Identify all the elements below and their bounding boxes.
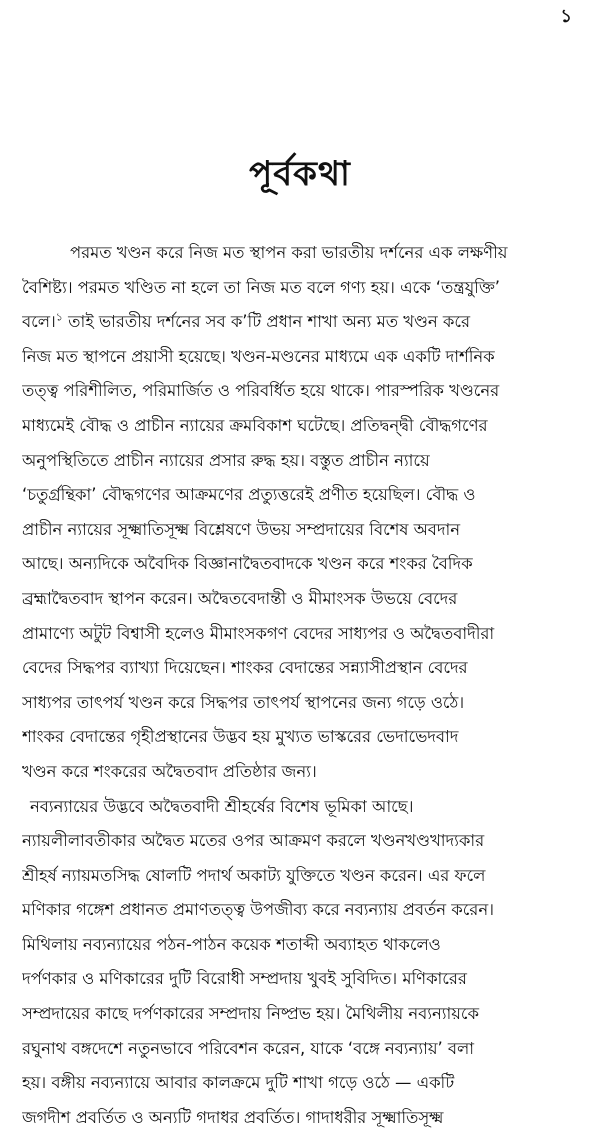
paragraph-1-line-10: আছে। অন্যদিকে অবৈদিক বিজ্ঞানাদ্বৈতবাদকে খণ্ডন করে শংকর বৈদিক	[22, 554, 473, 574]
paragraph-2-line-5: মিথিলায় নব্যন্যায়ের পঠন-পাঠন কয়েক শতাব্দী অব্যাহত থাকলেও	[22, 934, 441, 954]
paragraph-1-line-14: সাধ্যপর তাৎপর্য খণ্ডন করে সিদ্ধপর তাৎপর্য স্থাপনের জন্য গড়ে ওঠে।	[22, 692, 465, 712]
footnote-marker: ১	[55, 310, 63, 324]
paragraph-1-line-8: ‘চতুর্গ্রন্থিকা’ বৌদ্ধগণের আক্রমণের প্রত্যুত্তরেই প্রণীত হয়েছিল। বৌদ্ধ ও	[22, 485, 476, 505]
paragraph-1-line-5: তত্ত্ব পরিশীলিত, পরিমার্জিত ও পরিবর্ধিত হয়ে থাকে। পারস্পরিক খণ্ডনের	[22, 381, 500, 401]
paragraph-1-line-7: অনুপস্থিতিতে প্রাচীন ন্যায়ের প্রসার রুদ্ধ হয়। বস্তুত প্রাচীন ন্যায়ে	[22, 450, 430, 470]
paragraph-1-line-9: প্রাচীন ন্যায়ের সূক্ষ্মাতিসূক্ষ্ম বিশ্লেষণে উভয় সম্প্রদায়ের বিশেষ অবদান	[22, 519, 461, 539]
paragraph-1-line-1: পরমত খণ্ডন করে নিজ মত স্থাপন করা ভারতীয় দর্শনের এক লক্ষণীয়	[70, 243, 508, 262]
paragraph-2-line-4: মণিকার গঙ্গেশ প্রধানত প্রমাণতত্ত্ব উপজীব্য করে নব্যন্যায় প্রবর্তন করেন।	[22, 900, 494, 920]
paragraph-1-line-13: বেদের সিদ্ধপর ব্যাখ্যা দিয়েছেন। শাংকর বেদান্তের সন্ন্যাসীপ্রস্থান বেদের	[22, 658, 468, 678]
paragraph-2-line-10: জগদীশ প্রবর্তিত ও অন্যটি গদাধর প্রবর্তিত। গাদাধরীর সূক্ষ্মাতিসূক্ষ্ম	[22, 1107, 444, 1127]
paragraph-1-line-2: বৈশিষ্ট্য। পরমত খণ্ডিত না হলে তা নিজ মত বলে গণ্য হয়। একে ‘তন্ত্রযুক্তি’	[22, 277, 500, 297]
paragraph-2-line-9: হয়। বঙ্গীয় নব্যন্যায়ে আবার কালক্রমে দুটি শাখা গড়ে ওঠে — একটি	[22, 1073, 455, 1093]
chapter-title: পূর্বকথা	[249, 154, 351, 194]
paragraph-2-line-3: শ্রীহর্ষ ন্যায়মতসিদ্ধ ষোলটি পদার্থ অকাট্য যুক্তিতে খণ্ডন করেন। এর ফলে	[22, 865, 486, 885]
paragraph-1-line-3	[22, 305, 584, 340]
paragraph-2-line-2: ন্যায়লীলাবতীকার অদ্বৈত মতের ওপর আক্রমণ করলে খণ্ডনখণ্ডখাদ্যকার	[22, 831, 485, 851]
body-text	[22, 236, 584, 1135]
paragraph-2-line-8: রঘুনাথ বঙ্গদেশে নতুনভাবে পরিবেশন করেন, যাকে ‘বঙ্গে নব্যন্যায়’ বলা	[22, 1038, 475, 1058]
paragraph-2-line-7: সম্প্রদায়ের কাছে দর্পণকারের সম্প্রদায় নিষ্প্রভ হয়। মৈথিলীয় নব্যন্যায়কে	[22, 1004, 479, 1024]
paragraph-1-line-11: ব্রহ্মাদ্বৈতবাদ স্থাপন করেন। অদ্বৈতবেদান্তী ও মীমাংসক উভয়ে বেদের	[22, 588, 458, 608]
paragraph-1-line-4: নিজ মত স্থাপনে প্রয়াসী হয়েছে। খণ্ডন-মণ্ডনের মাধ্যমে এক একটি দার্শনিক	[22, 346, 495, 366]
paragraph-1-line-15: শাংকর বেদান্তের গৃহীপ্রস্থানের উদ্ভব হয় মুখ্যত ভাস্করের ভেদাভেদবাদ	[22, 727, 459, 747]
paragraph-1-line-6: মাধ্যমেই বৌদ্ধ ও প্রাচীন ন্যায়ের ক্রমবিকাশ ঘটেছে। প্রতিদ্বন্দ্বী বৌদ্ধগণের	[22, 415, 488, 435]
paragraph-1-line-3-rest: তাই ভারতীয় দর্শনের সব ক’টি প্রধান শাখা অন্য মত খণ্ডন করে	[62, 312, 470, 332]
paragraph-1-line-3-start: বলে।	[22, 312, 56, 332]
paragraph-2-line-6: দর্পণকার ও মণিকারের দুটি বিরোধী সম্প্রদায় খুবই সুবিদিত। মণিকারের	[22, 969, 467, 989]
paragraph-1-line-16: খণ্ডন করে শংকরের অদ্বৈতবাদ প্রতিষ্ঠার জন্য।	[22, 761, 317, 781]
paragraph-1-line-12: প্রামাণ্যে অটুট বিশ্বাসী হলেও মীমাংসকগণ বেদের সাধ্যপর ও অদ্বৈতবাদীরা	[22, 623, 495, 643]
page-number: ১	[560, 6, 572, 27]
paragraph-2-line-1: নব্যন্যায়ের উদ্ভবে অদ্বৈতবাদী শ্রীহর্ষের বিশেষ ভূমিকা আছে।	[30, 796, 414, 816]
